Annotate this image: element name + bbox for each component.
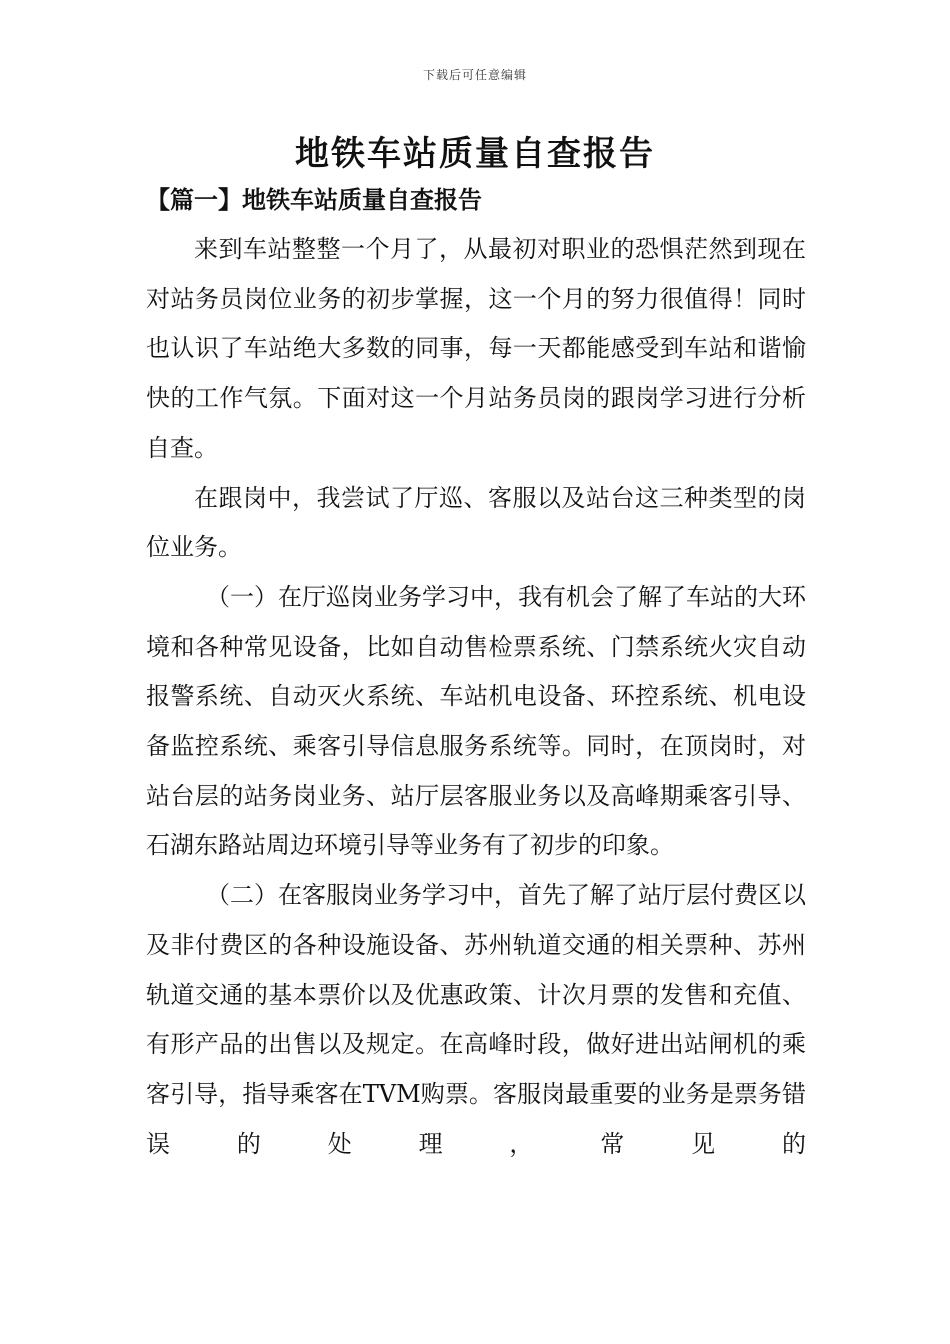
page-header-note: 下载后可任意编辑	[422, 68, 527, 82]
document-body	[146, 225, 806, 1169]
body-paragraph-4: （二）在客服岗业务学习中，首先了解了站厅层付费区以及非付费区的各种设施设备、苏州轨道交通的相关票种、苏州轨道交通的基本票价以及优惠政策、计次月票的发售和充值、有形产品的出售以及规定。在高峰时段，做好进出站闸机的乘客引导，指导乘客在TVM购票。客服岗最重要的业务是票务错误的处理，常见的	[146, 881, 806, 1158]
document-title: 地铁车站质量自查报告	[295, 134, 655, 174]
body-paragraph-2: 在跟岗中，我尝试了厅巡、客服以及站台这三种类型的岗位业务。	[146, 483, 806, 562]
body-paragraph-1: 来到车站整整一个月了，从最初对职业的恐惧茫然到现在对站务员岗位业务的初步掌握，这一个月的努力很值得！同时也认识了车站绝大多数的同事，每一天都能感受到车站和谐愉快的工作气氛。下面对这一个月站务员岗的跟岗学习进行分析自查。	[146, 235, 806, 462]
body-paragraph-3: （一）在厅巡岗业务学习中，我有机会了解了车站的大环境和各种常见设备，比如自动售检票系统、门禁系统火灾自动报警系统、自动灭火系统、车站机电设备、环控系统、机电设备监控系统、乘客引导信息服务系统等。同时，在顶岗时，对站台层的站务岗业务、站厅层客服业务以及高峰期乘客引导、石湖东路站周边环境引导等业务有了初步的印象。	[146, 582, 806, 860]
section-heading: 【篇一】地铁车站质量自查报告	[146, 185, 482, 214]
